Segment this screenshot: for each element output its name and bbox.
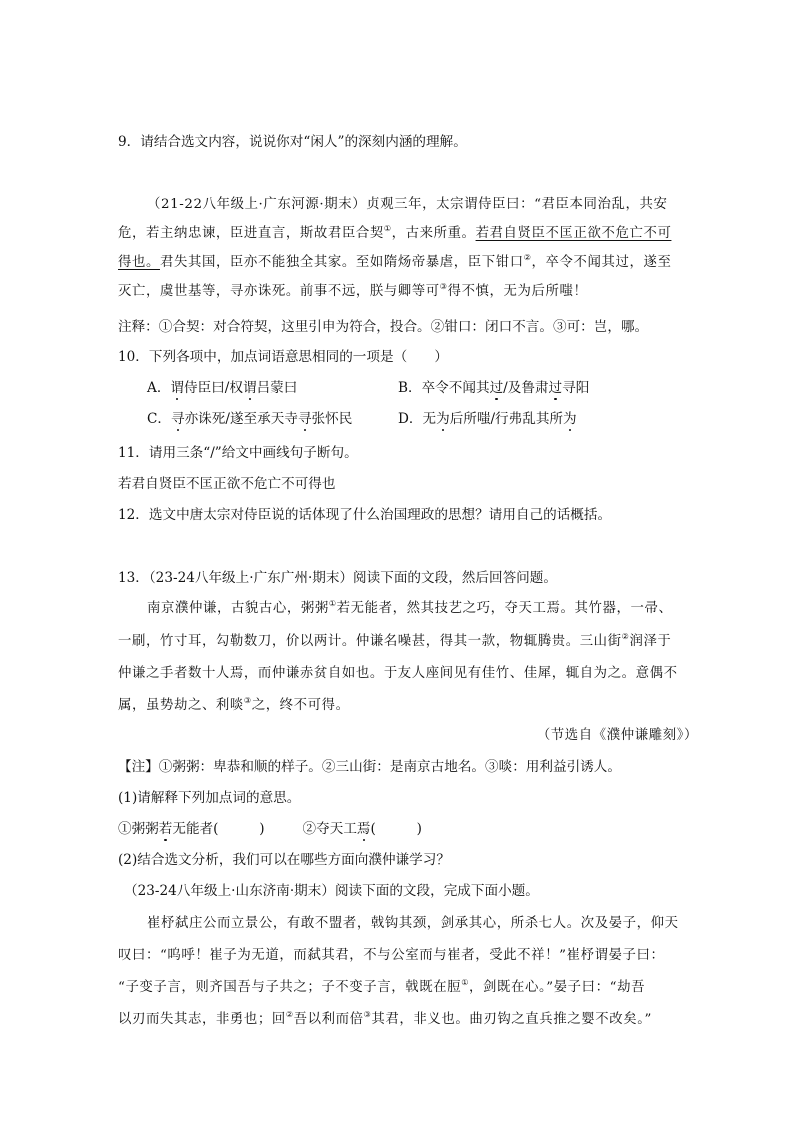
passage2-line-4: 属，虽势劫之、利啖③之，终不可得。 <box>118 696 350 713</box>
passage1-line-1: （21-22八年级上·广东河源·期末）贞观三年，太宗谓侍臣曰：“君臣本同治乱，共安 <box>147 197 668 212</box>
passage1-line-2: 危，若主纳忠谏，臣进直言，斯故君臣合契①，古来所重。若君自贤臣不匡正欲不危亡不可 <box>118 224 672 241</box>
question-13-1: (1)请解释下列加点词的意思。 <box>118 790 301 806</box>
passage1-line-4: 灭亡，虞世基等，寻亦诛死。前事不远，朕与卿等可③得不慎，无为后所嗤！ <box>118 282 588 299</box>
passage2-line-3: 仲谦之手者数十人焉，而仲谦赤贫自如也。于友人座间见有佳竹、佳犀，辄自为之。意偶不 <box>118 666 678 681</box>
option-c: C．寻亦诛死/遂至承天寺寻张怀民 <box>147 411 353 427</box>
passage2-line-2: 一刷，竹寸耳，勾勒数刀，价以两计。仲谦名噪甚，得其一款，物辄腾贵。三山街②润泽于 <box>118 632 672 649</box>
question-13: 13．（23-24八年级上·广东广州·期末）阅读下面的文段，然后回答问题。 <box>118 570 557 586</box>
passage1-notes: 注释：①合契：对合符契，这里引申为符合，投合。②钳口：闭口不言。③可：岂，哪。 <box>118 319 649 335</box>
option-b: B．卒令不闻其过/及鲁肃过寻阳 <box>398 380 590 396</box>
passage1-line-3: 得也。君失其国，臣亦不能独全其家。至如隋炀帝暴虐，臣下钳口②，卒令不闻其过，遂至 <box>118 253 672 270</box>
passage3-line-1: 崔杼弑庄公而立景公，有敢不盟者，戟钩其颈，剑承其心，所杀七人。次及晏子，仰天 <box>147 916 679 931</box>
passage3-line-2: 叹曰：“呜呼！崔子为无道，而弑其君，不与公室而与崔者，受此不祥！”崔杼谓晏子曰： <box>118 948 665 963</box>
passage2-line-1: 南京濮仲谦，古貌古心，粥粥①若无能者，然其技艺之巧，夺天工焉。其竹器，一帚、 <box>147 599 673 616</box>
passage2-notes: 【注】①粥粥：卑恭和顺的样子。②三山街：是南京古地名。③啖：用利益引诱人。 <box>118 759 621 775</box>
question-13-1-items: ①粥粥若无能者( ) ②夺天工焉( ) <box>118 821 422 837</box>
option-d: D．无为后所嗤/行弗乱其所为 <box>398 411 577 427</box>
question-13-2: (2)结合选文分析，我们可以在哪些方面向濮仲谦学习？ <box>118 852 450 868</box>
passage3-line-3: “子变子言，则齐国吾与子共之；子不变子言，戟既在脰①，剑既在心。”晏子曰：“劫吾 <box>118 978 646 995</box>
underlined-sentence: 若君自贤臣不匡正欲不危亡不可 <box>475 226 672 241</box>
question-14: （23-24八年级上·山东济南·期末）阅读下面的文段，完成下面小题。 <box>124 883 539 899</box>
passage2-source: （节选自《濮仲谦雕刻》） <box>536 728 698 743</box>
option-a: A．谓侍臣曰/权谓吕蒙曰 <box>147 380 298 396</box>
question-12: 12．选文中唐太宗对侍臣说的话体现了什么治国理政的思想？请用自己的话概括。 <box>118 507 612 523</box>
question-11-sentence: 若君自贤臣不匡正欲不危亡不可得也 <box>118 476 336 492</box>
question-11: 11．请用三条“/”给文中画线句子断句。 <box>118 445 358 461</box>
question-10: 10．下列各项中，加点词语意思相同的一项是（ ） <box>118 349 448 365</box>
passage3-line-4: 以刃而失其志，非勇也；回②吾以利而倍③其君，非义也。曲刃钩之直兵推之婴不改矣。” <box>118 1010 652 1027</box>
question-9: 9．请结合选文内容，说说你对“闲人”的深刻内涵的理解。 <box>118 134 467 150</box>
